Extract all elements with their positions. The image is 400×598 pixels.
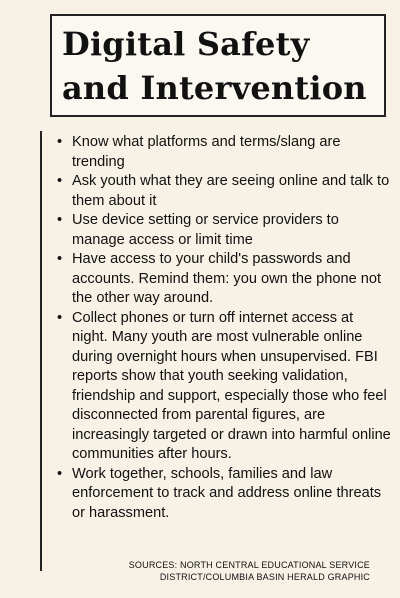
tips-list	[52, 133, 392, 523]
list-item: • Collect phones or turn off internet access at night. Many youth are most vulnerable online during overnight hours when unsupervised. FBI reports show that youth seeking validation, friendship and support, especially those who feel disconnected from parental figures, are increasingly targeted or drawn into harmful online communities after hours.	[52, 309, 392, 465]
list-item: • Use device setting or service providers to manage access or limit time	[52, 211, 392, 250]
vertical-divider	[40, 131, 42, 571]
title-box	[50, 14, 386, 117]
source-line-1: SOURCES: NORTH CENTRAL EDUCATIONAL SERVICE	[128, 560, 370, 570]
title-line-2: and Intervention	[62, 69, 367, 107]
list-item: • Work together, schools, families and law enforcement to track and address online threats or harassment.	[52, 465, 392, 524]
title-line-1: Digital Safety	[62, 25, 310, 63]
list-item: • Know what platforms and terms/slang are trending	[52, 133, 392, 172]
source-line-2: DISTRICT/COLUMBIA BASIN HERALD GRAPHIC	[159, 571, 370, 582]
list-item: • Ask youth what they are seeing online and talk to them about it	[52, 172, 392, 211]
list-item: • Have access to your child's passwords and accounts. Remind them: you own the phone not the other way around.	[52, 250, 392, 309]
source-credit	[70, 560, 370, 583]
